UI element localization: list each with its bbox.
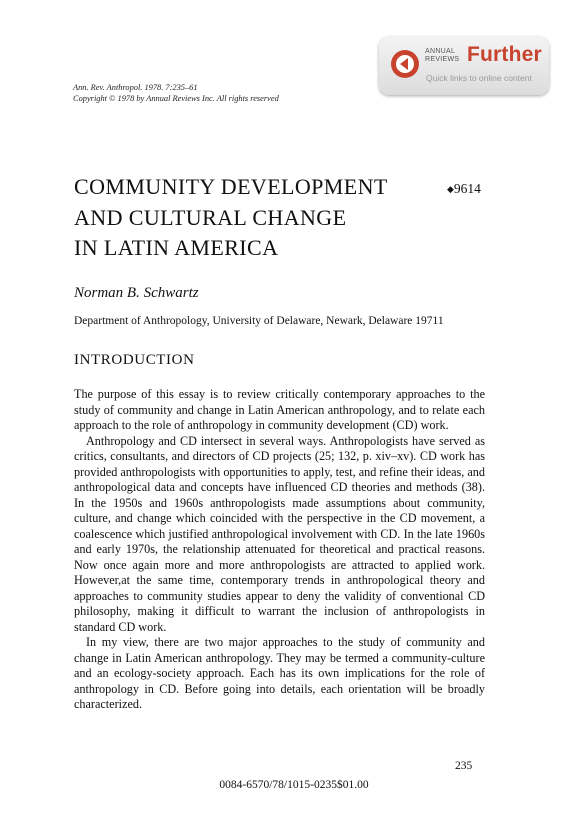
article-title: [74, 172, 388, 264]
paragraph: In my view, there are two major approaches to the study of community and change in Latin American anthropology. They may be termed a community-culture and an ecology-society approach. Each has its own implications for the role of anthropology in CD. Before going into details, each orientation will be broadly characterized.: [74, 635, 485, 711]
title-line: IN LATIN AMERICA: [74, 235, 279, 260]
author-affiliation: Department of Anthropology, University of Delaware, Newark, Delaware 19711: [74, 315, 444, 327]
brand-line: ANNUAL: [425, 48, 456, 55]
article-number: 9614: [453, 181, 481, 196]
brand-line: REVIEWS: [425, 55, 460, 63]
paragraph: The purpose of this essay is to review critically contemporary approaches to the study of community and change in Latin American anthropology, and to relate each approach to the role of anthropology in community development (CD) work.: [74, 387, 485, 432]
page-number: 235: [455, 760, 473, 772]
body-text: [74, 387, 485, 713]
chevron-left-icon: [391, 50, 419, 78]
author-name: Norman B. Schwartz: [74, 285, 199, 301]
issn-code: 0084-6570/78/1015-0235$01.00: [219, 779, 369, 791]
journal-citation: [73, 82, 279, 104]
title-line: COMMUNITY DEVELOPMENT: [74, 174, 388, 199]
title-line: AND CULTURAL CHANGE: [74, 204, 347, 230]
annual-reviews-brand: [425, 48, 459, 63]
copyright-line: Copyright © 1978 by Annual Reviews Inc. All rights reserved: [73, 94, 279, 103]
paragraph: Anthropology and CD intersect in several ways. Anthropologists have served as critics, consultants, and directors of CD projects (25; 132, p. xiv–xv). CD work has provided anthropologists with opportunities to apply, test, and refine their ideas, and anthropological data and concepts have influenced CD theories and methods (38). In the 1950s and 1960s anthropologists made assumptions about community, culture, and change which coincided with the perspective in the CD movement, a coalescence which justified anthropological involvement with CD. In the late 1960s and early 1970s, the relationship attenuated for theoretical and practical reasons. Now once again more and more anthropologists are attracted to applied work. However,at the same time, contemporary trends in anthropological theory and approaches to community studies appear to deny the validity of conventional CD philosophy, making it difficult to warrant the inclusion of anthropologists in standard CD work.: [74, 433, 485, 634]
citation-line: Ann. Rev. Anthropol. 1978. 7:235–61: [73, 83, 198, 92]
further-links-badge[interactable]: [379, 37, 549, 95]
diamond-icon: ◆: [447, 184, 454, 194]
article-id: [447, 181, 481, 197]
section-heading: INTRODUCTION: [74, 352, 195, 368]
further-label: Further: [467, 43, 542, 66]
further-tagline: Quick links to online content: [426, 73, 532, 83]
